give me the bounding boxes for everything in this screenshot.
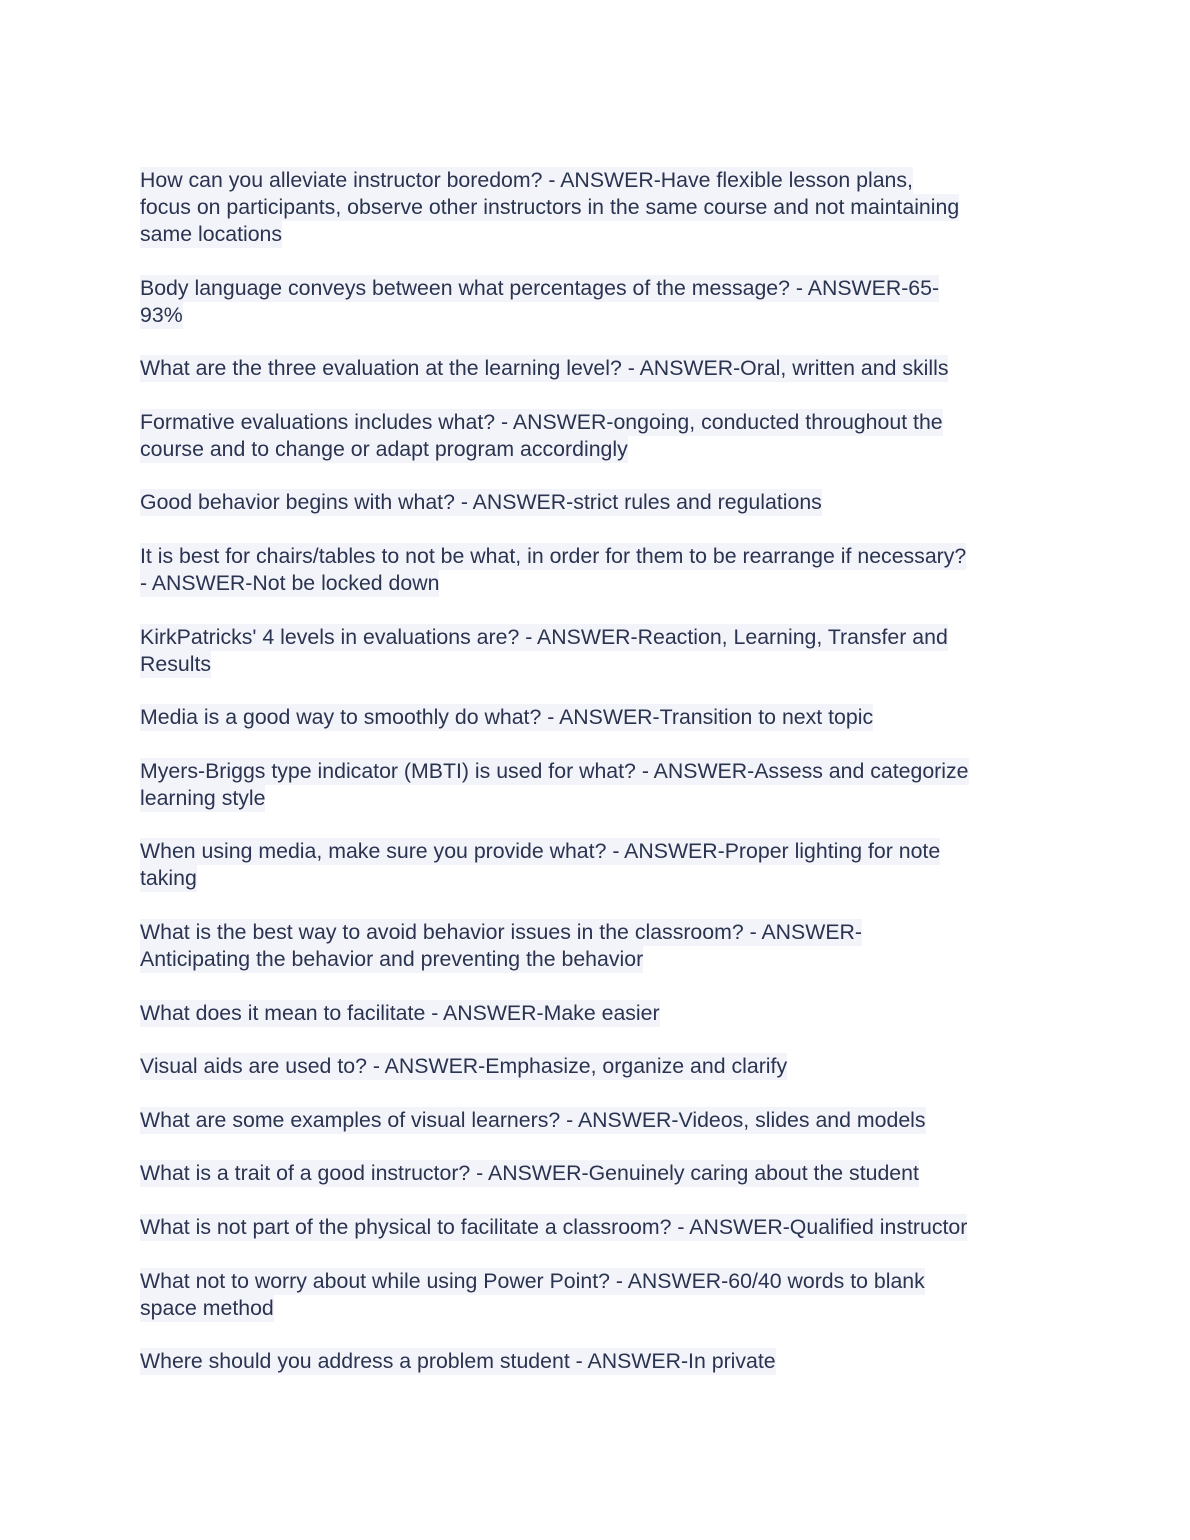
qa-line: 93%	[140, 302, 183, 327]
qa-line: Formative evaluations includes what? - ANSWER-ongoing, conducted throughout the	[140, 409, 943, 434]
qa-line: What is the best way to avoid behavior issues in the classroom? - ANSWER-	[140, 919, 863, 944]
qa-line: - ANSWER-Not be locked down	[140, 570, 440, 595]
qa-item	[140, 838, 1060, 892]
qa-line: same locations	[140, 222, 283, 246]
qa-item	[140, 919, 1060, 973]
qa-item	[140, 1107, 1060, 1134]
qa-line: Good behavior begins with what? - ANSWER-strict rules and regulations	[140, 490, 822, 515]
qa-line: space method	[140, 1295, 274, 1320]
qa-line: Media is a good way to smoothly do what? - ANSWER-Transition to next topic	[140, 705, 874, 730]
qa-line: taking	[140, 866, 197, 891]
qa-line: Body language conveys between what percentages of the message? - ANSWER-65-	[140, 275, 940, 300]
qa-item	[140, 1348, 1060, 1375]
qa-item	[140, 275, 1060, 329]
qa-line: Where should you address a problem student - ANSWER-In private	[140, 1349, 776, 1374]
qa-item	[140, 1268, 1060, 1322]
qa-line: learning style	[140, 785, 266, 810]
qa-item	[140, 758, 1060, 812]
qa-item	[140, 624, 1060, 678]
qa-item	[140, 167, 1060, 248]
qa-line: Myers-Briggs type indicator (MBTI) is used for what? - ANSWER-Assess and categorize	[140, 758, 969, 783]
qa-line: What are the three evaluation at the learning level? - ANSWER-Oral, written and skills	[140, 356, 949, 381]
qa-item	[140, 1000, 1060, 1027]
qa-line: What is a trait of a good instructor? - ANSWER-Genuinely caring about the student	[140, 1161, 919, 1186]
qa-line: What is not part of the physical to facilitate a classroom? - ANSWER-Qualified instructor	[140, 1214, 968, 1239]
qa-line: How can you alleviate instructor boredom? - ANSWER-Have flexible lesson plans,	[140, 168, 913, 192]
qa-item	[140, 1160, 1060, 1187]
qa-line: When using media, make sure you provide what? - ANSWER-Proper lighting for note	[140, 839, 941, 864]
qa-line: KirkPatricks' 4 levels in evaluations are? - ANSWER-Reaction, Learning, Transfer and	[140, 624, 948, 649]
qa-item	[140, 543, 1060, 597]
qa-line: course and to change or adapt program accordingly	[140, 436, 628, 461]
qa-line: Results	[140, 651, 212, 676]
qa-line: It is best for chairs/tables to not be what, in order for them to be rearrange if necessary?	[140, 543, 967, 568]
qa-item	[140, 489, 1060, 516]
qa-line: What does it mean to facilitate - ANSWER-Make easier	[140, 1000, 660, 1025]
qa-item	[140, 704, 1060, 731]
qa-line: Visual aids are used to? - ANSWER-Emphasize, organize and clarify	[140, 1054, 788, 1079]
qa-item	[140, 1053, 1060, 1080]
qa-line: Anticipating the behavior and preventing the behavior	[140, 946, 644, 971]
qa-line: What not to worry about while using Power Point? - ANSWER-60/40 words to blank	[140, 1268, 925, 1293]
document-page	[140, 167, 1060, 1402]
qa-item	[140, 355, 1060, 382]
qa-item	[140, 409, 1060, 463]
qa-item	[140, 1214, 1060, 1241]
qa-line: What are some examples of visual learners? - ANSWER-Videos, slides and models	[140, 1107, 926, 1132]
qa-line: focus on participants, observe other instructors in the same course and not maintaining	[140, 195, 960, 219]
